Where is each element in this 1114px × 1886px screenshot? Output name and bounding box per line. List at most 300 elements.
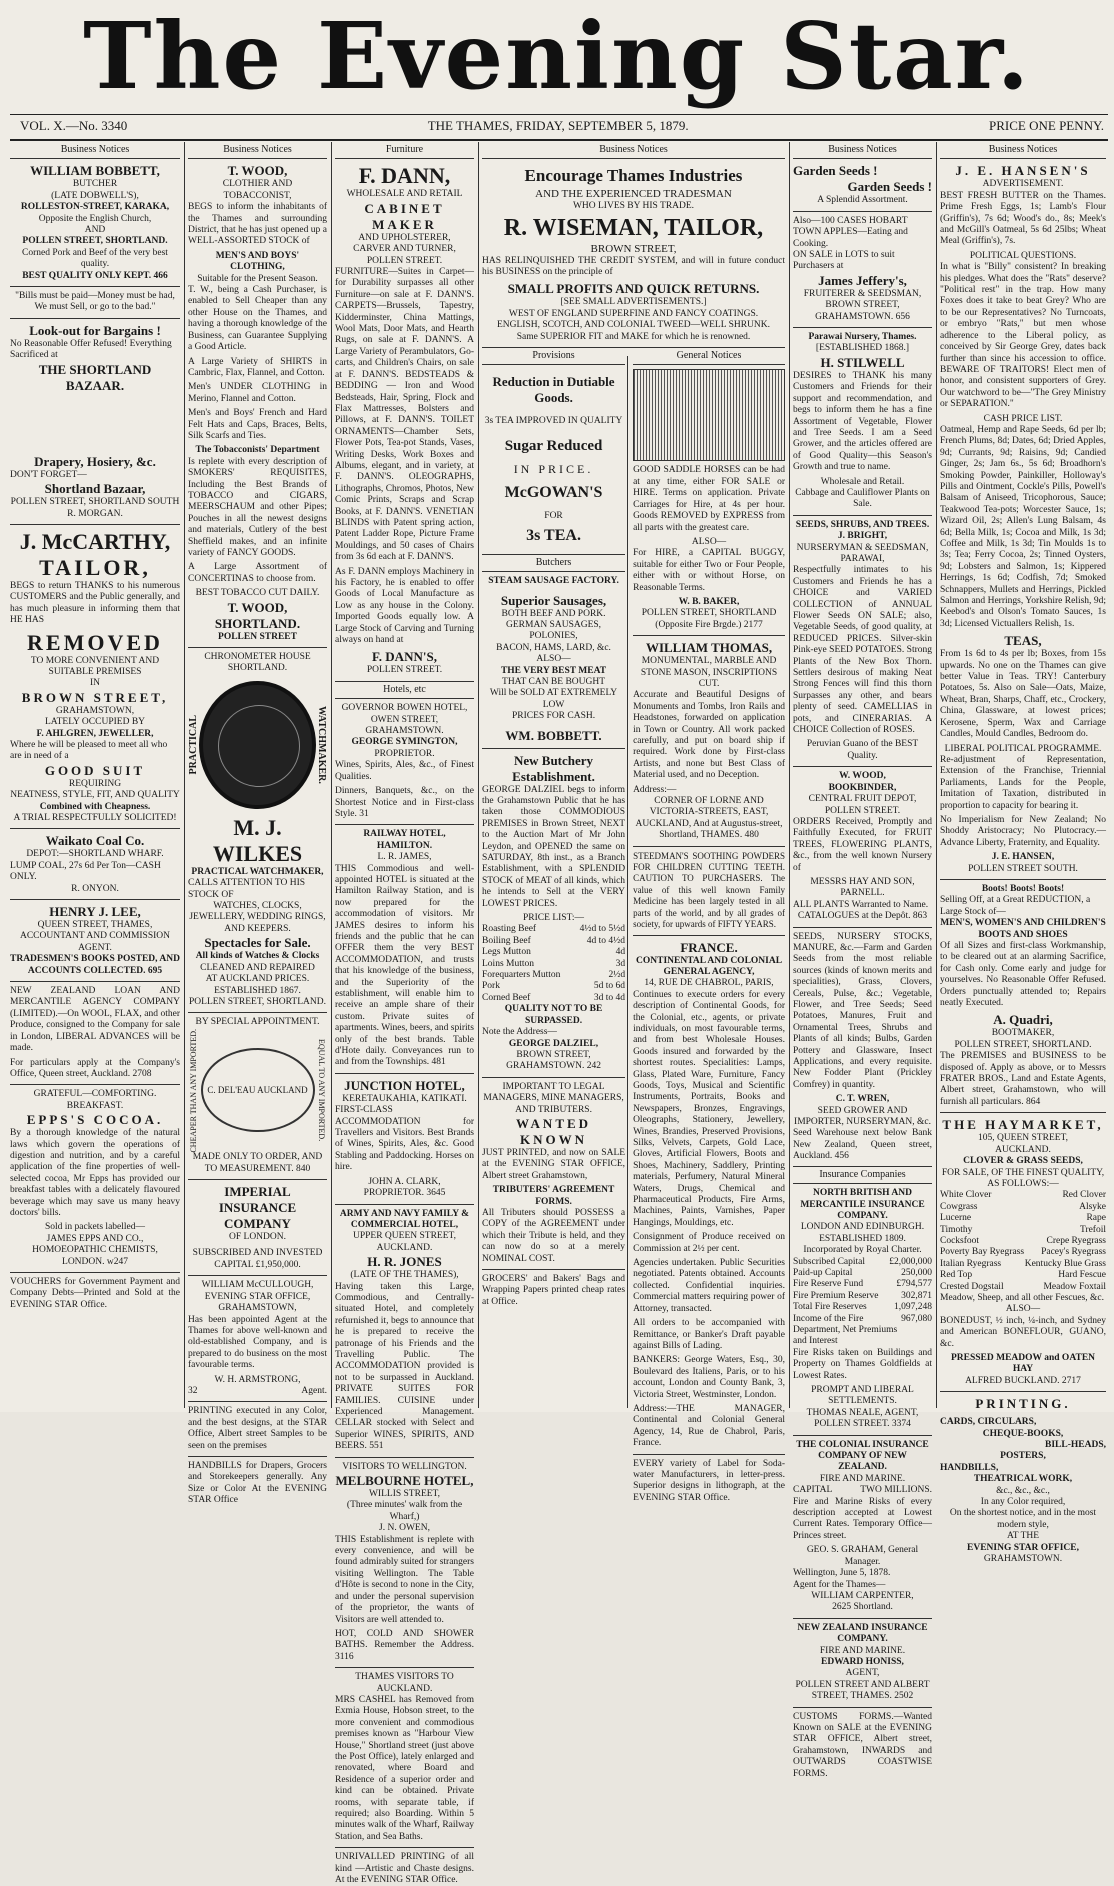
list-row [940,1225,1106,1236]
ad-text: SHORTLAND. [227,663,288,674]
list-row [940,1259,1106,1270]
ad-title: New Butchery Establishment. [512,752,595,784]
ad-text: On the shortest notice, and in the most [949,1508,1097,1519]
ad-text: PROMPT AND LIBERAL SETTLEMENTS. [811,1385,914,1407]
ad-text: GEO. S. GRAHAM, General Manager. [806,1545,919,1567]
list-cell: 4d to 4½d [586,935,626,946]
section-header: Business Notices [940,142,1106,159]
list-row [793,1268,932,1279]
ad-text: QUEEN STREET, THAMES, [37,920,153,931]
ad-text: [SEE SMALL ADVERTISEMENTS.] [560,297,707,308]
ad-title: CONTINENTAL AND COLONIAL GENERAL AGENCY, [636,955,783,977]
list-row [940,1270,1106,1281]
ad-title: GOOD SUIT [44,762,146,778]
ad-text: PRACTICAL [188,715,199,775]
ad-text: (Three minutes' walk from the Wharf,) [346,1500,463,1522]
column-divider [478,142,479,1408]
ad-text: Men's UNDER CLOTHING in Merino, Flannel and Cotton. [188,382,327,404]
ad-title: R. WISEMAN, TAILOR, [503,215,764,242]
ad-text: CARDS, CIRCULARS, [940,1417,1037,1428]
ad-text: HOT, COLD AND SHOWER BATHS. Remember the Address. 3116 [335,1628,474,1662]
ad-text: Agencies undertaken. Public Securities negotiated. Patents obtained. Accounts collected. Confidential inquiries. Commercial matters requiring power of Attorney, transacted. [633,1258,785,1314]
ad-text: In what is "Billy" consistent? In breaking his pledges. What does the "Rats" deserve? "Political rest" in the trap. How many Foxes does it take to beat Grey? Who are to be our Representatives? No Turncoats, or embryo "Rats," but men whose adherence to the Liberal policy, as conceived by Sir George Grey, dates back further than since his accession to office. BEWARE OF TRAITORS! Elect men of honor, and consistent supporters of Grey. Our watchword to be—"The Grey Ministry or SEPARATION." [940,262,1106,410]
ad-title: INSURANCE COMPANY [218,1200,297,1232]
ad-text: CHRONOMETER HOUSE [204,652,311,663]
ad-text: ACCOUNTANT AND COMMISSION AGENT. [19,931,171,953]
ad-text: IMPORTANT TO LEGAL MANAGERS, MINE MANAGERS, AND TRIBUTERS. [483,1081,624,1115]
list-cell: £2,000,000 [889,1256,932,1267]
list-cell: White Clover [940,1190,992,1201]
ad-text: ESTABLISHED 1867. [214,985,301,996]
ad-title: Drapery, Hosiery, &c. [34,453,156,469]
insurance-figures [793,1257,932,1348]
coach-illustration [633,369,785,461]
ad-text: Dinners, Banquets, &c., on the Shortest Notice and in First-class Style. 31 [335,786,474,819]
ad-text: W. WOOD, [839,771,886,782]
ad-text: CHEAPER THAN ANY IMPORTED. [189,1028,198,1153]
ad-text: All Tributers should POSSESS a COPY of the AGREEMENT under which their Tribute is held, and they can now do so at a merely NOMINAL COST. [482,1207,626,1264]
ad-text: OF LONDON. [229,1232,286,1243]
ad-text: Seed Warehouse next below Bank New Zealand, Queen street, Auckland. 456 [793,1128,932,1162]
ad-title: F. DANN'S, [372,649,437,665]
list-cell: 250,000 [901,1267,932,1278]
ad-text: DESIRES to THANK his many Customers and Friends for their support and recommendation, and begs to inform them he has a fine Assortment of Vegetable, Flower and Tree Seeds. I am a Seed Grower, and the articles offered are of Good Quality—this Season's Growth and true to name. [793,370,932,473]
ad-title: WILLIAM THOMAS, [645,640,773,656]
column-divider [789,142,790,1408]
ad-text: THIS Establishment is replete with every convenience, and will be found admirably suited for strangers visiting Wellington. The Table d'Hôte is second to none in the City, and under the personal supervision of the proprietor, the wants of Visitors are well attended to. [335,1534,474,1625]
ad-text: BOTH BEEF AND PORK. [501,608,606,619]
ad-text: Address:—THE MANAGER, Continental and Colonial General Agency, 14, Rue de Chabrol, Paris, France. [633,1403,785,1449]
ad-text: OWEN STREET, GRAHAMSTOWN. [365,714,444,737]
ad-text: THE VERY BEST MEAT [500,665,607,676]
list-cell: Total Fire Reserves [793,1302,867,1313]
ad-title: SMALL PROFITS AND QUICK RETURNS. [507,281,760,297]
ad-text: Combined with Cheapness. [39,801,151,812]
list-cell: Subscribed Capital [793,1256,866,1267]
ad-text: BEGS to return THANKS to his numerous CUSTOMERS and the Public generally, and has much pleasure in informing them that HE HAS [10,580,180,626]
dateline [20,116,1104,136]
ad-title: Reduction in Dutiable Goods. [492,374,615,406]
ad-text: MESSRS HAY AND SON, [810,876,915,887]
ad-text: THAMES VISITORS TO AUCKLAND. [355,1672,454,1694]
ad-text: Meadow, Sheep, and all other Fescues, &c. [940,1292,1105,1303]
ad-text: Sold in packets labelled— [45,1222,145,1233]
ad-text: C. T. WREN, [835,1094,890,1105]
ad-text: THOMAS NEALE, AGENT, POLLEN STREET. 3374 [806,1407,919,1430]
list-cell: 1,097,248 [894,1302,932,1313]
ad-text: WEST OF ENGLAND SUPERFINE AND FANCY COATINGS. [508,308,759,319]
ad-text: HANDBILLS for Drapers, Grocers and Storekeepers generally. Any Size or Color At the EVENING STAR Office [188,1460,327,1506]
ad-text: GOVERNOR BOWEN HOTEL, [341,703,468,714]
list-cell: £794,577 [896,1279,932,1290]
ad-text: Wholesale and Retail. [820,476,905,487]
seal-illustration: C. DEL'EAU AUCKLAND [201,1048,315,1132]
ad-text: A Large Variety of SHIRTS in Cambric, Flax, Flannel, and Cotton. [188,356,327,378]
ad-text: T. W., being a Cash Purchaser, is enabled to Sell Cheaper than any other House on the Thames, and having a thorough knowledge of the Business, can Guarantee Supplying a Good Article. [188,285,327,353]
ad-title: M. J. WILKES [212,814,303,866]
ad-title: Waikato Coal Co. [45,833,145,849]
ad-text: TO MORE CONVENIENT AND SUITABLE PREMISES [30,655,160,677]
ad-text: "Bills must be paid—Money must be had, We must Sell, or go to the bad." [15,291,175,313]
list-cell: Boiling Beef [482,935,531,946]
ad-text: LONDON AND EDINBURGH. [800,1222,925,1233]
ad-text: VISITORS TO WELLINGTON. [342,1461,467,1472]
list-row [793,1279,932,1290]
list-cell: Fire Premium Reserve [793,1290,879,1301]
ad-text: GRAHAMSTOWN, [218,1303,297,1314]
ad-text: POLLEN STREET SOUTH. [968,863,1078,874]
ad-text: (LATE DOBWELL'S), [51,190,139,201]
ad-title: PRINTING. [975,1396,1071,1412]
ad-text: CASH PRICE LIST. [983,413,1063,424]
list-cell: Trefoil [1079,1224,1106,1235]
ad-title: THE SHORTLAND BAZAAR. [38,361,152,393]
ad-text: POLLEN STREET. [366,255,443,266]
ad-text: Corned Pork and Beef of the very best quality. [22,247,168,270]
ad-text: TRADESMEN'S BOOKS POSTED, AND ACCOUNTS COLLECTED. 695 [10,954,180,976]
ad-text: SUBSCRIBED AND INVESTED [192,1248,323,1259]
list-row [482,924,625,935]
ad-text: FURNITURE—Suites in Carpet—for Durability surpasses all other Furniture—on sale at F. DANN'S. CARPETS—Brussels, Tapestry, Kidderminster, China Mattings, Wool Mats, Door Mats, and Hearth Rugs, on sale at F. DANN'S. A Large Variety of Perambulators, Go-carts, and Children's Chairs, on sale at F. DANN'S. BEDSTEADS & BEDDING — Iron and Wood Bedsteads, Hair, Spring, Flock and Flax Mattresses, Bolsters and Pillows, at F. DANN'S. TOILET ORNAMENTS—Chamber Sets, Flower Pots, Tea-pot Stands, Vases, Writing Desks, Work Boxes and Albums, elegant, and in variety, at F. DANN'S. OLEOGRAPHS, Lithographs, Chromos, Photos, New Comic Prints, Scraps and Scrap Books, at F. DANN'S. VENETIAN BLINDS with Patent spring action, Patent Ladder Rope, Picture Frame Mouldings, and 50 cases of Chairs from 3s 6d each at F. DANN'S. [335,267,474,563]
ad-text: Having taken this Large, Commodious, and Centrally-situated Hotel, and completely refurnished it, begs to announce that he is prepared to receive the patronage of his Friends and the Travelling Public. The ACCOMMODATION provided is not to be surpassed in Auckland. PRIVATE SUITES FOR FAMILIES. CUISINE under Experienced Management. CELLAR stocked with Select and Superior WINES, SPIRITS, AND BEERS. 551 [335,1281,474,1452]
ad-text: CLOTHIER AND TOBACCONIST, [222,179,293,201]
ad-title: Spectacles for Sale. [204,935,311,951]
list-cell: 2½d [608,970,626,981]
ad-title: REMOVED [27,629,163,655]
column-3 [335,142,475,1886]
list-cell: Rape [1086,1213,1106,1224]
ad-text: ESTABLISHED 1809. [819,1233,906,1244]
ad-text: BILL-HEADS, [1045,1440,1106,1451]
ad-text: FRUITERER & SEEDSMAN, [803,288,922,299]
list-cell: Cowgrass [940,1201,978,1212]
ad-text: WATCHES, CLOCKS, JEWELLERY, WEDDING RINGS, AND KEEPERS. [189,901,326,934]
list-cell: Poverty Bay Ryegrass [940,1247,1025,1258]
ad-text: 14, RUE DE CHABROL, PARIS, [644,978,774,989]
ad-text: The PREMISES and BUSINESS to be disposed of. Apply as above, or to Messrs FRATER BROS., Land and Estate Agents, Albert street, Grahamstown, who will furnish all particulars. 864 [940,1051,1106,1107]
ad-title: Boots! Boots! Boots! [981,883,1065,894]
list-cell: Timothy [940,1224,973,1235]
list-cell: Legs Mutton [482,947,531,958]
ad-title: ARMY AND NAVY FAMILY & COMMERCIAL HOTEL, [339,1208,470,1230]
ad-text: ON SALE in LOTS to suit Purchasers at [793,250,895,272]
ad-title: Superior Sausages, [500,592,607,608]
ad-text: Consignment of Produce received on Commission at 2½ per cent. [633,1232,785,1254]
ad-title: CLOVER & GRASS SEEDS, [963,1156,1083,1167]
ad-text: GERMAN SAUSAGES, POLONIES, [506,619,602,642]
ad-title: James Jeffery's, [818,272,907,288]
issue-date: THE THAMES, FRIDAY, SEPTEMBER 5, 1879. [427,118,689,133]
ad-text: Note the Address— [482,1027,557,1038]
ad-text: BOOKBINDER, [828,782,897,793]
ad-text: Respectfully intimates to his Customers and Friends he has a CHOICE and VARIED COLLECTION of ANNUAL Flower Seeds ON SALE; also, Vegetable Seeds, of good quality, at REDUCED PRICES. Silver-skin Pink-eye SEED POTATOES. Strong Plants of the New Box Thorn. Settlers desirous of making Neat Strong Fences will find this thorn Surpasses any other, and bears plenty of seed. CAMELLIAS in pots, and CINERARIAS. A CHOICE Collection of ROSES. [793,565,932,736]
ad-text: Has been appointed Agent at the Thames for above well-known and old-established Company, and is prepared to do business on the most favourable terms. [188,1314,327,1371]
ad-text: No Imperialism for New Zealand; No Shoddy Aristocracy; No Plutocracy.—Advance Liberty, Fraternity, and Equality. [940,814,1106,848]
ad-text: MONUMENTAL, MARBLE AND STONE MASON, INSCRIPTIONS CUT. [640,656,778,689]
sub-column-b [629,348,785,1507]
list-cell: Kentucky Blue Grass [1024,1258,1106,1269]
ad-text: W. B. BAKER, [678,596,740,607]
ad-text: IN PRICE. [513,461,594,476]
ad-text: Same SUPERIOR FIT and MAKE for which he is renowned. [516,331,751,342]
list-cell: 3d to 4d [593,992,626,1003]
ad-text: NEW ZEALAND LOAN AND MERCANTILE AGENCY COMPANY (LIMITED).—On WOOL, FLAX, and other Produce, consigned to the Company for sale in London, LIBERAL ADVANCES will be made. [10,986,180,1054]
ad-title: SEEDS, SHRUBS, AND TREES. [795,519,930,530]
list-cell: 4d [615,947,626,958]
ad-text: 3s TEA IMPROVED IN QUALITY [484,416,623,427]
list-row [482,947,625,958]
ad-text: ALSO— [536,654,571,665]
list-cell: Red Clover [1062,1190,1106,1201]
ad-title: RAILWAY HOTEL, HAMILTON. [363,829,446,851]
ad-text: From 1s 6d to 4s per lb; Boxes, from 15s upwards. No one on the Thames can give better Value in Teas. TRY! Canterbury Potatoes, 5s. Also on Sale—Oats, Maize, Wheat, Bran, Sharps, Chaff, etc., Crockery, China, Glassware, at lowest prices; Kerosene, Sperm, Wax and Carriage Candles, Mould Candles, Bedroom do. [940,649,1106,740]
ad-text: BROWN STREET, [825,300,900,311]
section-header: Furniture [335,142,474,159]
ad-text: Is replete with every description of SMOKERS' REQUISITES, Including the Best Brands of TOBACCO and CIGARS, MEERSCHAUM and other Pipes; Pouches in all the newest designs and materials, Cutlery of the best Sheffield makes, and an infinite variety of FANCY GOODS. [188,456,327,558]
ad-text: ALFRED BUCKLAND. 2717 [965,1375,1081,1386]
ad-text: CALLS ATTENTION TO HIS STOCK OF [188,878,306,900]
column-divider [184,142,185,1408]
ad-text: Will be SOLD AT EXTREMELY LOW [489,688,618,710]
ad-title: CABINET MAKER [364,200,445,232]
ad-title: TEAS, [1004,633,1042,649]
list-cell: Cocksfoot [940,1235,980,1246]
ad-text: WILLIAM CARPENTER, [811,1590,914,1601]
ad-text: AT AUCKLAND PRICES. [205,974,310,985]
ad-text: F. AHLGREN, JEWELLER, [36,728,154,739]
ad-text: QUALITY NOT TO BE SURPASSED. [504,1004,603,1026]
ad-title: Shortland Bazaar, [44,481,146,497]
list-row [940,1282,1106,1293]
ad-text: Continues to execute orders for every description of Continental Goods, for the Colonial, etc., agents, or private individuals, on most favourable terms, and from best Wholesale Houses. Goods insured and forwarded by the shortest routes. Specialities: Lamps, Glass, Plated Ware, Furniture, Fancy Goods, Toys, Musical and Scientific Instruments, Portraits, Books and Newspapers, Bronzes, Engravings, Oleographs, Stationery, Jewellery, Wines, Brandies, Preserved Provisions, Silks, Velvets, Carpets, Gold Lace, Gloves, Artificial Flowers, Boots and Shoes, Machinery, Saddlery, Printing materials, Perfumery, Natural Mineral Waters, Drugs, Chemical and Pharmaceutical Products, Fire Arms, Machines, Paints, Varnishes, Paper Hangings, Mouldings, etc. [633,989,785,1228]
ad-text: GRAHAMSTOWN, [55,705,135,716]
list-cell: Roasting Beef [482,924,537,935]
ad-text: WILLIS STREET, [368,1489,441,1500]
ad-text: Selling Off, at a Great REDUCTION, a Large Stock of— [940,895,1091,917]
ad-title: H. R. JONES [367,1254,442,1270]
list-row [793,1314,932,1348]
section-header: Hotels, etc [335,681,474,699]
ad-text: Men's and Boys' French and Hard Felt Hats and Caps, Braces, Belts, Silk Scarfs and Ties. [188,408,327,441]
ad-text: MEN'S, WOMEN'S AND CHILDREN'S BOOTS AND SHOES [940,918,1106,940]
ad-text: HAS RELINQUISHED THE CREDIT SYSTEM, and will in future conduct his BUSINESS on the principle of [482,255,785,278]
ad-text: Fire Risks taken on Buildings and Property on Thames Goldfields at Lowest Rates. [793,1347,932,1381]
ad-text: CLEANED AND REPAIRED [200,962,315,973]
ad-text: AND THE EXPERIENCED TRADESMAN [535,188,732,201]
ad-text: POLLEN STREET, SHORTLAND (Opposite Fire Brgde.) 2177 [641,608,777,630]
ad-text: CHEQUE-BOOKS, [982,1428,1064,1439]
ad-text: ENGLISH, SCOTCH, AND COLONIAL TWEED—WELL SHRUNK. [496,320,771,331]
ad-title: 3s TEA. [526,526,581,544]
ad-text: AT THE [1006,1531,1040,1542]
ad-text: FOR [544,511,563,522]
ad-text: POLLEN STREET, SHORTLAND. [954,1039,1092,1050]
list-cell: Forequarters Mutton [482,970,561,981]
ad-text: NEATNESS, STYLE, FIT, AND QUALITY [10,790,180,801]
column-divider [936,142,937,1408]
list-cell: Crepe Ryegrass [1046,1235,1106,1246]
ad-text: PRICE LIST:— [523,913,585,924]
ad-text: Agent for the Thames— [793,1579,886,1590]
ad-text: BY SPECIAL APPOINTMENT. [195,1017,320,1028]
section-header: General Notices [633,348,785,365]
ad-title: WM. BOBBETT. [505,727,602,743]
ad-title: MELBOURNE HOTEL, [335,1473,474,1489]
ad-text: DEPOT:—SHORTLAND WHARF. [26,849,164,860]
ad-text: Oatmeal, Hemp and Rape Seeds, 6d per lb; French Plums, 8d; Dates, 6d; Dried Apples, 9d; Currants, 9d; Raisins, 9d; Candied Ginger, 2s; Jam 6s., 5s 6d; Broadhorn's Smoking Powder, Painkiller, Holloway's Pills and Ointment, Cockle's Pills, Powell's Balsam of Aniseed, Tricophorous, Sauce; Teakwood Tea-pots; Worcester Sauce, 1s; Wizard Oil, 2s; Allen's Lung Balsam, 4s 6d; Bella Milk, 1s; Cocoa and Milk, 1s 3d; Coffee and Milk, 1s 3d; Tin Moulds 1s to 3s; Tea; Ferry Cocoa, 2s; Tinned Oysters, 9d; Lobsters and Salmon, 1s; Kippered Herrings, 1s 6d; Codfish, 7d; Smoked Schnappers, Mullets and Herrings, Pickled Salmon and Herrings, Yorkshire Relish, 9d; Keebod's and Olson's Tomato Sauces, 1s 3d; Licensed Victuallers Relish, 1s. [940,424,1106,629]
ad-text: BEST QUALITY ONLY KEPT. 466 [22,270,168,281]
section-header: Provisions [482,348,625,365]
ad-text: GEORGE DALZIEL begs to inform the Grahamstown Public that he has taken those COMMODIOUS PREMISES in Brown Street, NEXT to the Auction Mart of Mr John Leydon, and OPENED the same on SATURDAY, 8th inst., as a Branch Establishment, with a SPLENDID STOCK of MEAT of all kinds, which he intends to Sell at the VERY LOWEST PRICES. [482,784,626,909]
section-header: Butchers [482,554,625,572]
column-1 [10,142,180,1408]
ad-text: BONEDUST, ½ inch, ¼-inch, and Sydney and American BONEFLOUR, GUANO, &c. [940,1315,1106,1349]
ad-text: GRATEFUL—COMFORTING. [33,1089,157,1100]
list-cell: Hard Fescue [1058,1270,1106,1281]
ad-text: BEGS to inform the inhabitants of the Thames and surrounding District, that he has just opened up a WELL-ASSORTED STOCK of [188,202,327,247]
ad-text: BACON, HAMS, LARD, &c. [496,642,611,653]
ad-text: In any Color required, [980,1497,1066,1508]
ad-text: Accurate and Beautiful Designs of Monuments and Tombs, Iron Rails and Headstones, forwarded on application in Town or Country. All work packed carefully, and put on board ship if required. Work done by First-class Artists, and none but Best Class of Material used, and no Deception. [633,690,785,781]
ad-text: GRAHAMSTOWN. [983,1554,1063,1565]
ad-text: R. MORGAN. [67,508,123,519]
ad-title: FRANCE. [680,939,738,955]
ad-text: MADE ONLY TO ORDER, AND TO MEASUREMENT. 840 [192,1152,323,1174]
ad-text: Incorporated by Royal Charter. [803,1245,922,1256]
ad-text: GEORGE SYMINGTON, [351,737,458,748]
ad-title: STEAM SAUSAGE FACTORY. [488,576,619,587]
ad-text: REQUIRING [68,778,122,789]
ad-title: THE HAYMARKET, [942,1117,1104,1133]
ad-text: THEATRICAL WORK, [973,1474,1073,1485]
ad-text: FIRE AND MARINE. [819,1645,906,1656]
list-row [793,1291,932,1302]
ad-text: POLLEN STREET. [366,665,443,676]
ad-text: A TRIAL RESPECTFULLY SOLICITED! [13,813,177,823]
newspaper-title: The Evening Star. [83,2,1031,110]
price: PRICE ONE PENNY. [989,118,1104,133]
ad-text: J. BRIGHT, [837,531,888,542]
ad-title: WANTED KNOWN [515,1115,592,1147]
ad-text: SEEDS, NURSERY STOCKS, MANURE, &c.—Farm and Garden Seeds from the most reliable sources (kinds of known merits and specialities), Grass, Clovers, Cereals, Pulse, &c.; Vegetable, Flower, and Tree Seeds; Seed Potatoes, Manures, Fruit and Ornamental Trees, Shrubs and Plants of all kinds; Bulbs, Garden Pottery and Glassware, Insect Applications, and every requisite. New Fodder Plant (Prickley Comfrey) in quantity. [793,931,932,1090]
ad-title: EPPS'S COCOA. [26,1112,164,1128]
ad-title: Parawai Nursery, Thames. [808,332,917,343]
ad-text: WHOLESALE AND RETAIL [346,189,463,200]
column-4 [482,142,785,1503]
ad-title: IMPERIAL [224,1184,291,1200]
ad-text: For particulars apply at the Company's Office, Queen street, Auckland. 2708 [10,1057,180,1079]
list-cell: Pork [482,981,500,992]
ad-title: J. McCARTHY, [19,528,171,554]
list-row [940,1202,1106,1213]
list-cell: Lucerne [940,1213,972,1224]
ad-text: BANKERS: George Waters, Esq., 30, Boulevard des Italiens, Paris, or to his account, London and County Bank, 3, Victoria Street, Westminster, London. [633,1355,785,1400]
section-header: Insurance Companies [793,1166,932,1184]
ad-text: THAT CAN BE BOUGHT [502,676,606,687]
ad-title: MEN'S AND BOYS' CLOTHING, [215,250,300,273]
ad-text: R. ONYON. [71,883,119,894]
column-divider [331,142,332,1408]
ad-text: FOR SALE, OF THE FINEST QUALITY, [941,1167,1105,1178]
ad-text: POLLEN STREET, SHORTLAND SOUTH [10,497,180,508]
ad-text: MRS CASHEL has Removed from Exmia House, Hobson street, to the more convenient and commodious premises known as "Harbour View House," Shortland street (just above the Post Office), lately enlarged and renovated, where Board and Residence of a superior order and kind can be obtained. Private rooms, with separate table, if required; also Boarding. Within 5 minutes walk of the Wharf, Railway Station, and Sea Baths. [335,1694,474,1842]
list-row [482,981,625,992]
ad-text: CENTRAL FRUIT DEPOT, POLLEN STREET. [808,794,917,816]
column-5 [793,142,932,1779]
ad-title: BROWN STREET, [21,689,169,705]
ad-text: BREAKFAST. [66,1100,124,1111]
ad-text: (LATE OF THE THAMES), [350,1270,459,1281]
dateline-rule [10,139,1108,141]
ad-text: All orders to be accompanied with Remittance, or Banker's Draft payable against Bills of Lading. [633,1318,785,1351]
ad-title: TAILOR, [39,554,151,580]
ad-title: HENRY J. LEE, [49,904,141,920]
ad-text: Address:— [633,784,677,795]
list-row [482,993,625,1004]
list-cell: Meadow Foxtail [1043,1281,1106,1292]
ad-text: PARAWAI, [840,553,885,564]
ad-text: PRINTING executed in any Color, and the best designs, at the STAR Office, Albert street Samples to be seen on the premises [188,1406,327,1451]
ad-text: Fire and Marine Risks of every description accepted at Lowest Current Rates. Temporary Office—Princes street. [793,1496,932,1541]
ad-text: GOOD SADDLE HORSES can be had at any time, either FOR SALE or HIRE. Terms on application. Private Carriages for Hire, at 4s per hour. Goods REMOVED by EXPRESS from all parts with the greatest care. [633,465,785,533]
ad-text: Of all Sizes and first-class Workmanship, to be cleared out at an alarming Sacrifice, for Cash only. Come early and judge for yourselves. No Reasonable Offer Refused. Orders punctually attended to; Repairs neatly Executed. [940,941,1106,1009]
ad-text: As F. DANN employs Machinery in his Factory, he is enabled to offer Goods of Local Manufacture as Low as any house in the Colony. Imported Goods equally low. A Large Stock of Carving and Turning always on hand at [335,566,474,646]
ad-text: All kinds of Watches & Clocks [195,951,320,962]
ad-title: Look-out for Bargains ! [29,322,161,338]
ad-title: Encourage Thames Industries [524,166,743,186]
ad-text: Agent. [301,1385,327,1396]
top-rule [10,114,1108,115]
ad-text: AND [84,225,106,236]
list-row [940,1236,1106,1247]
ad-text: HANDBILLS, [940,1462,999,1473]
ad-text: Where he will be pleased to meet all who are in need of a [10,739,168,762]
ad-text: EVERY variety of Label for Soda-water Manufacturers, in letter-press. Superior designs in lithograph, at the EVENING STAR Office. [633,1458,785,1503]
ad-text: Cabbage and Cauliflower Plants on Sale. [795,487,930,510]
ad-text: 2625 Shortland. [832,1602,893,1613]
ad-title: THE COLONIAL INSURANCE COMPANY OF NEW ZEALAND. [796,1439,929,1473]
ad-text: BROWN STREET, [590,243,677,256]
ad-text: L. R. JAMES, [377,852,432,863]
list-cell: Paid-up Capital [793,1267,853,1278]
ad-text: Opposite the English Church, [38,213,152,224]
ad-text: W. H. ARMSTRONG, [214,1374,301,1385]
ad-text: GRAHAMSTOWN. 656 [815,311,910,322]
ad-text: EVENING STAR OFFICE, [967,1542,1079,1553]
ad-title: McGOWAN'S [504,484,603,502]
ad-text: POLLEN STREET, SHORTLAND. [22,236,168,247]
ad-text: EDWARD HONISS, [821,1656,904,1667]
ad-text: AS FOLLOWS:— [987,1178,1059,1189]
ad-text: JOHN A. CLARK, [368,1176,441,1187]
list-cell: Crested Dogstail [940,1281,1004,1292]
ad-text: WILLIAM McCULLOUGH, [201,1280,314,1291]
price-list [482,924,625,1004]
ad-title: WILLIAM BOBBETT, [30,163,160,179]
section-header: Business Notices [482,142,785,159]
ad-text: No Reasonable Offer Refused! Everything Sacrificed at [10,338,172,361]
section-header: Business Notices [10,142,180,159]
ad-text: EVENING STAR OFFICE, [204,1291,311,1302]
ad-text: ALSO— [1005,1304,1041,1315]
list-cell: 3d [615,958,626,969]
ad-text: CAPITAL £1,950,000. [214,1259,301,1270]
ad-text: For HIRE, a CAPITAL BUGGY, suitable for either Two or Four People, either with or without Horse, on Reasonable Terms. [633,548,785,593]
ad-title: Garden Seeds ! [847,179,932,195]
ad-text: ROLLESTON-STREET, KARAKA, [20,202,170,213]
ad-text: KERETAUKAHIA, KATIKATI. [342,1093,467,1104]
ad-text: DON'T FORGET— [10,469,87,480]
